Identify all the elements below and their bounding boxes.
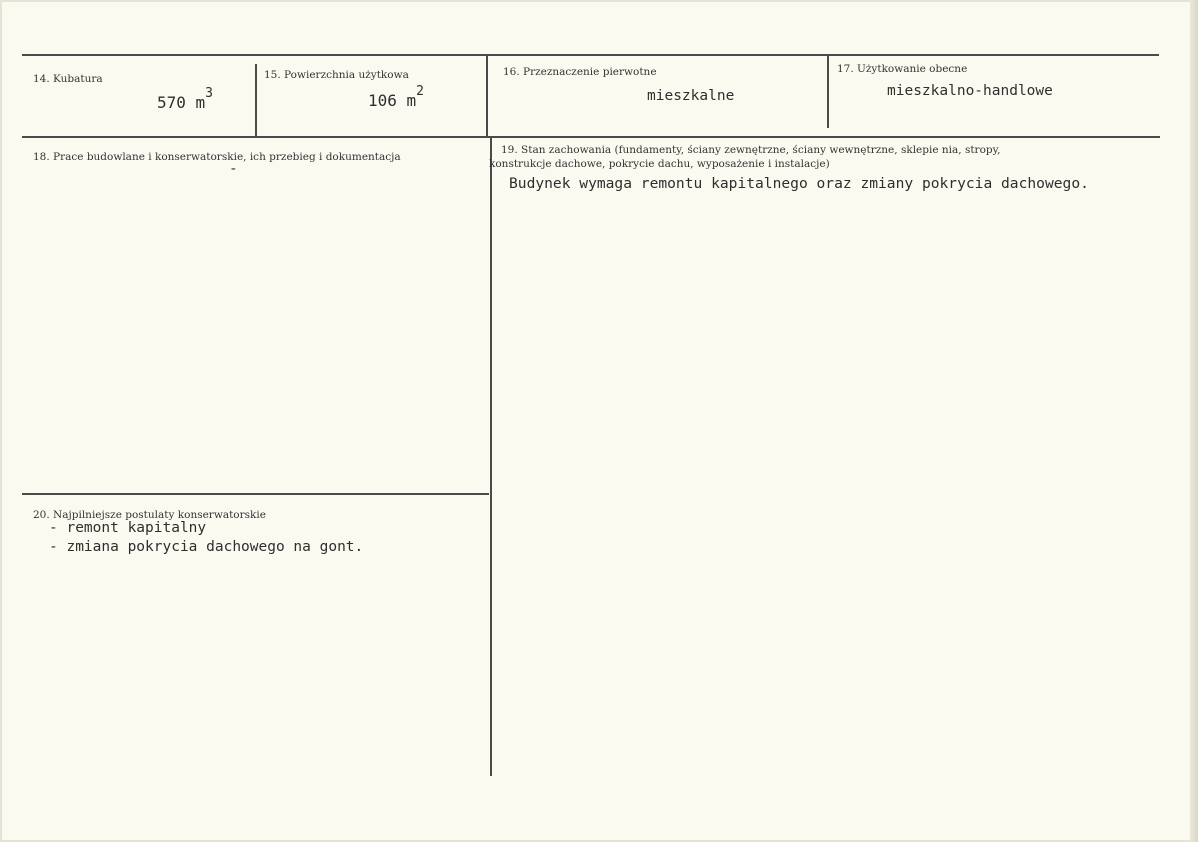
field-20-item: - zmiana pokrycia dachowego na gont. [49, 539, 364, 555]
powierzchnia-exponent: 2 [416, 84, 424, 99]
field-20-item: - remont kapitalny [49, 520, 207, 536]
divider-main [490, 138, 492, 776]
field-18-value: - [229, 161, 238, 177]
kubatura-exponent: 3 [205, 86, 213, 101]
field-15-label: 15. Powierzchnia użytkowa [264, 69, 409, 81]
powierzchnia-value: 106 m [368, 91, 417, 110]
field-14-value [157, 86, 213, 112]
field-16-value: mieszkalne [647, 88, 735, 104]
field-14-label: 14. Kubatura [33, 73, 103, 85]
field-19-label-cont: konstrukcje dachowe, pokrycie dachu, wyposażenie i instalacje) [489, 158, 830, 170]
field-20-label: 20. Najpilniejsze postulaty konserwatorskie [33, 509, 266, 521]
divider-16-17 [827, 56, 829, 128]
top-rule [22, 54, 1159, 56]
section-20-rule [22, 493, 489, 495]
field-19-label: 19. Stan zachowania (fundamenty, ściany zewnętrzne, ściany wewnętrzne, sklepie nia, stropy, [501, 144, 1001, 156]
field-18-label: 18. Prace budowlane i konserwatorskie, ich przebieg i dokumentacja [33, 151, 401, 163]
field-19-value: Budynek wymaga remontu kapitalnego oraz zmiany pokrycia dachowego. [509, 175, 1089, 192]
field-17-label: 17. Użytkowanie obecne [837, 63, 968, 75]
field-16-label: 16. Przeznaczenie pierwotne [503, 66, 657, 78]
row1-rule [22, 136, 1160, 138]
field-15-value [368, 84, 424, 110]
divider-14-15 [255, 64, 257, 136]
divider-15-16 [486, 56, 488, 136]
card-edge [1190, 0, 1198, 842]
kubatura-value: 570 m [157, 93, 206, 112]
field-17-value: mieszkalno-handlowe [887, 83, 1053, 99]
